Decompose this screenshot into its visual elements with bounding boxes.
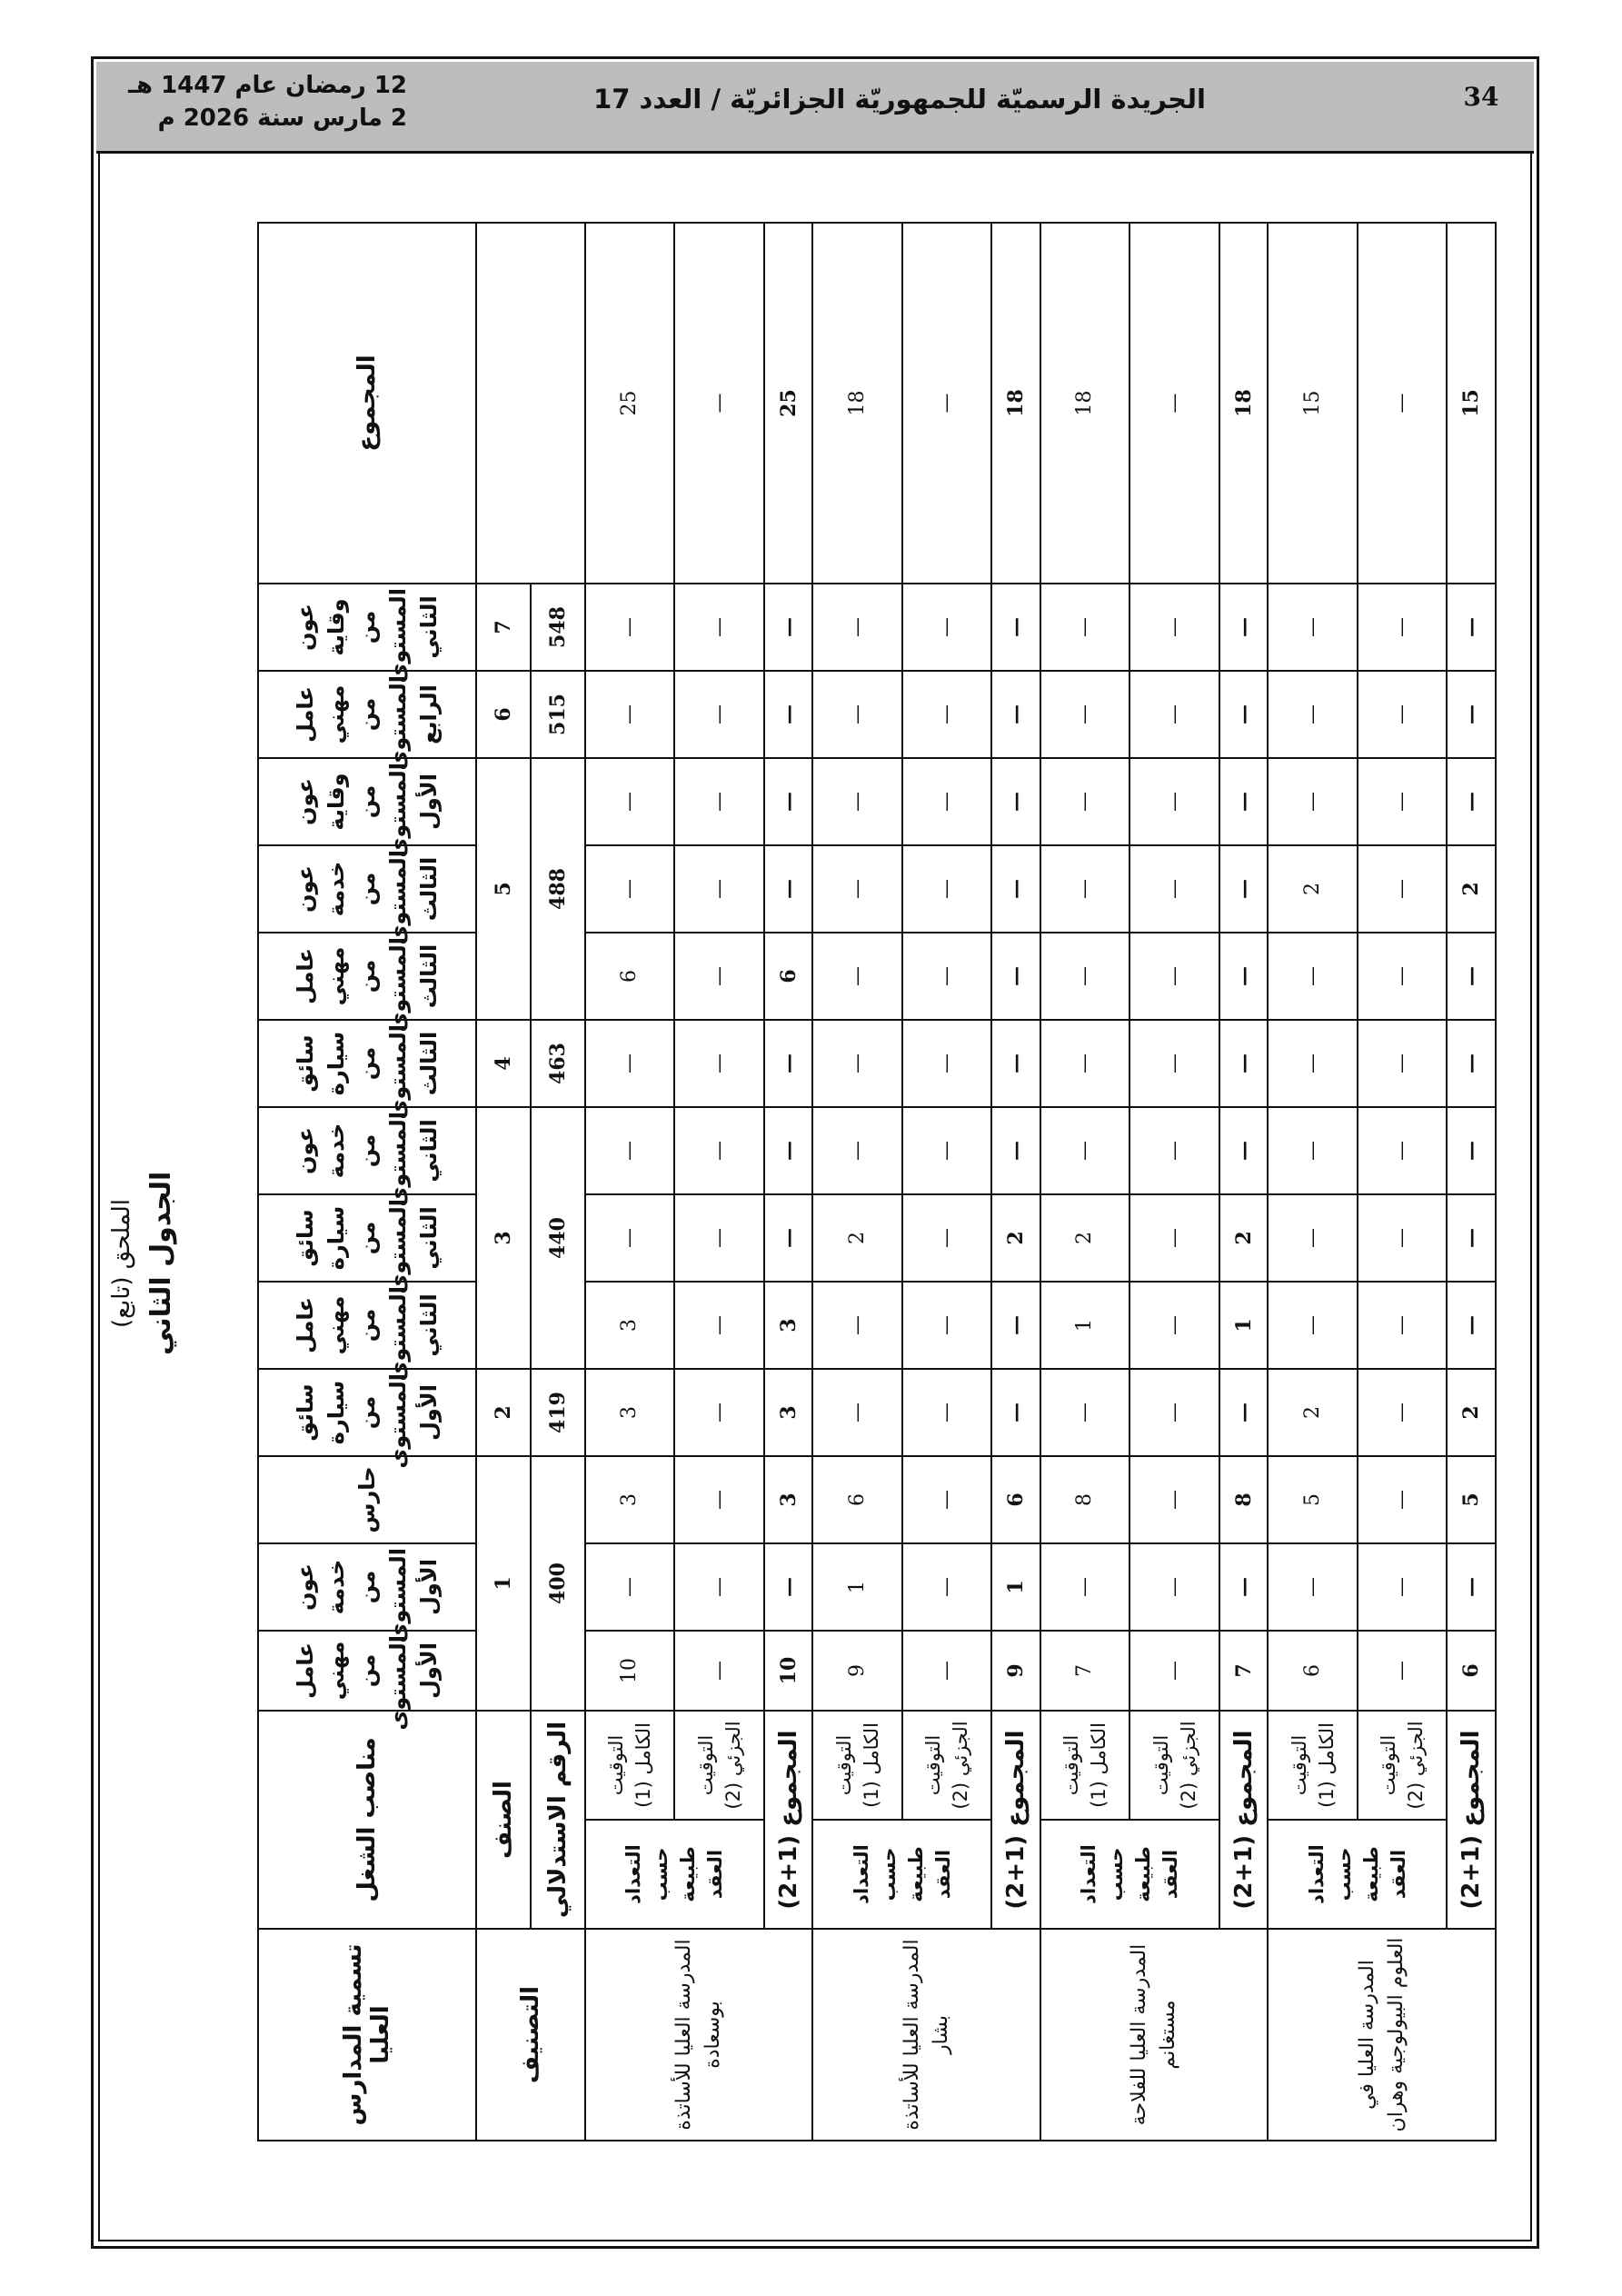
part-time-value: — bbox=[902, 1631, 991, 1711]
index-value: 419 bbox=[531, 1369, 585, 1456]
full-time-value: — bbox=[1040, 1107, 1129, 1194]
sum-value: — bbox=[1447, 933, 1496, 1020]
part-time-value: — bbox=[1129, 1107, 1219, 1194]
sum-value: — bbox=[991, 758, 1040, 845]
sum-value: — bbox=[764, 845, 813, 933]
staffing-table bbox=[257, 222, 1497, 2141]
part-time-value: — bbox=[1358, 1194, 1447, 1282]
sum-label: المجموع (1+2) bbox=[764, 1711, 813, 1929]
full-time-value: 3 bbox=[585, 1456, 674, 1543]
sum-value: — bbox=[1447, 1282, 1496, 1369]
sum-value: 3 bbox=[764, 1369, 813, 1456]
issue-date bbox=[116, 69, 407, 135]
school-name: المدرسة العليا في العلوم البيولوجية وهران bbox=[1268, 1929, 1496, 2141]
sum-value: 6 bbox=[991, 1456, 1040, 1543]
part-time-value: — bbox=[902, 845, 991, 933]
part-time-value: — bbox=[674, 933, 763, 1020]
sum-value: — bbox=[1219, 584, 1269, 671]
sum-total: 18 bbox=[991, 223, 1040, 584]
full-time-value: — bbox=[812, 1107, 901, 1194]
part-time-total: — bbox=[674, 223, 763, 584]
part-time-value: — bbox=[1358, 671, 1447, 758]
part-time-total: — bbox=[902, 223, 991, 584]
part-time-value: — bbox=[1358, 933, 1447, 1020]
sum-value: — bbox=[991, 1020, 1040, 1107]
sum-value: 2 bbox=[1447, 845, 1496, 933]
full-time-value: 6 bbox=[1268, 1631, 1357, 1711]
part-time-value: — bbox=[1129, 1543, 1219, 1631]
full-time-value: 6 bbox=[585, 933, 674, 1020]
full-time-value: — bbox=[1040, 584, 1129, 671]
sum-value: — bbox=[1219, 1020, 1269, 1107]
full-time-value: 6 bbox=[812, 1456, 901, 1543]
sum-value: — bbox=[1447, 584, 1496, 671]
jobs-header: مناصب الشغل bbox=[258, 1711, 476, 1929]
sum-value: — bbox=[991, 1282, 1040, 1369]
category-header: الصنف bbox=[476, 1711, 531, 1929]
part-time-total: — bbox=[1129, 223, 1219, 584]
sum-total: 18 bbox=[1219, 223, 1269, 584]
headcount-label: التعداد حسب طبيعة العقد bbox=[812, 1820, 991, 1929]
full-time-total: 15 bbox=[1268, 223, 1357, 584]
school-name: المدرسة العليا للفلاحة مستغانم bbox=[1040, 1929, 1268, 2141]
part-time-value: — bbox=[1129, 1369, 1219, 1456]
date-gregorian: 2 مارس سنة 2026 م bbox=[157, 105, 407, 132]
sum-value: — bbox=[1219, 758, 1269, 845]
part-time-value: — bbox=[1358, 1020, 1447, 1107]
full-time-total: 18 bbox=[1040, 223, 1129, 584]
part-time-value: — bbox=[674, 1456, 763, 1543]
annex-subtitle: الجدول الثاني bbox=[145, 1171, 177, 1356]
sum-value: — bbox=[991, 671, 1040, 758]
sum-value: 2 bbox=[991, 1194, 1040, 1282]
part-time-value: — bbox=[902, 1456, 991, 1543]
part-time-value: — bbox=[902, 584, 991, 671]
index-value: 440 bbox=[531, 1107, 585, 1369]
job-title: عون وقاية من المستوى الأول bbox=[258, 758, 476, 845]
job-title: عون خدمة من المستوى الثالث bbox=[258, 845, 476, 933]
category-value: 3 bbox=[476, 1107, 531, 1369]
sum-value: — bbox=[991, 1107, 1040, 1194]
category-value: 6 bbox=[476, 671, 531, 758]
index-value: 548 bbox=[531, 584, 585, 671]
headcount-label: التعداد حسب طبيعة العقد bbox=[1040, 1820, 1219, 1929]
job-title: عون خدمة من المستوى الثاني bbox=[258, 1107, 476, 1194]
category-value: 2 bbox=[476, 1369, 531, 1456]
part-time-total: — bbox=[1358, 223, 1447, 584]
part-time-value: — bbox=[902, 1020, 991, 1107]
annex-title: الملحق (تابع) bbox=[108, 1198, 135, 1329]
index-value: 400 bbox=[531, 1456, 585, 1711]
sum-value: 10 bbox=[764, 1631, 813, 1711]
school-name: المدرسة العليا للأساتذة بوسعادة bbox=[585, 1929, 812, 2141]
part-time-value: — bbox=[902, 1107, 991, 1194]
part-time-value: — bbox=[902, 1194, 991, 1282]
sum-total: 25 bbox=[764, 223, 813, 584]
part-time-value: — bbox=[902, 1282, 991, 1369]
part-time-value: — bbox=[1129, 1194, 1219, 1282]
sum-value: — bbox=[1219, 1369, 1269, 1456]
sum-value: — bbox=[764, 671, 813, 758]
sum-value: — bbox=[991, 584, 1040, 671]
part-time-value: — bbox=[902, 1369, 991, 1456]
part-time-value: — bbox=[902, 671, 991, 758]
sum-value: — bbox=[764, 1107, 813, 1194]
full-time-label: التوقيت الكامل (1) bbox=[585, 1711, 674, 1820]
full-time-label: التوقيت الكامل (1) bbox=[1040, 1711, 1129, 1820]
job-title: سائق سيارة من المستوى الأول bbox=[258, 1369, 476, 1456]
sum-value: — bbox=[1219, 671, 1269, 758]
full-time-value: — bbox=[1040, 1543, 1129, 1631]
part-time-value: — bbox=[674, 1282, 763, 1369]
part-time-value: — bbox=[674, 584, 763, 671]
sum-value: 1 bbox=[1219, 1282, 1269, 1369]
full-time-value: — bbox=[812, 671, 901, 758]
full-time-value: — bbox=[585, 584, 674, 671]
part-time-label: التوقيت الجزئي (2) bbox=[674, 1711, 763, 1820]
part-time-value: — bbox=[1129, 1456, 1219, 1543]
full-time-value: — bbox=[812, 1020, 901, 1107]
headcount-label: التعداد حسب طبيعة العقد bbox=[1268, 1820, 1447, 1929]
sum-value: — bbox=[1447, 758, 1496, 845]
full-time-value: — bbox=[1268, 1543, 1357, 1631]
full-time-value: — bbox=[1268, 1194, 1357, 1282]
full-time-value: 10 bbox=[585, 1631, 674, 1711]
full-time-value: — bbox=[1040, 845, 1129, 933]
full-time-value: — bbox=[812, 758, 901, 845]
sum-value: 2 bbox=[1219, 1194, 1269, 1282]
full-time-value: — bbox=[1040, 758, 1129, 845]
part-time-value: — bbox=[1358, 1282, 1447, 1369]
part-time-value: — bbox=[674, 758, 763, 845]
part-time-value: — bbox=[1358, 1107, 1447, 1194]
full-time-value: — bbox=[1268, 671, 1357, 758]
full-time-value: — bbox=[812, 1282, 901, 1369]
full-time-value: — bbox=[585, 845, 674, 933]
sum-value: 1 bbox=[991, 1543, 1040, 1631]
part-time-value: — bbox=[1358, 1369, 1447, 1456]
sum-value: 2 bbox=[1447, 1369, 1496, 1456]
part-time-value: — bbox=[1358, 584, 1447, 671]
sum-label: المجموع (1+2) bbox=[991, 1711, 1040, 1929]
part-time-value: — bbox=[1129, 1282, 1219, 1369]
full-time-value: — bbox=[585, 671, 674, 758]
full-time-value: 5 bbox=[1268, 1456, 1357, 1543]
index-value: 463 bbox=[531, 1020, 585, 1107]
part-time-value: — bbox=[674, 845, 763, 933]
part-time-value: — bbox=[1129, 933, 1219, 1020]
job-title: عامل مهني من المستوى الرابع bbox=[258, 671, 476, 758]
part-time-value: — bbox=[1358, 845, 1447, 933]
full-time-value: 7 bbox=[1040, 1631, 1129, 1711]
full-time-value: 2 bbox=[1040, 1194, 1129, 1282]
full-time-value: — bbox=[812, 845, 901, 933]
part-time-value: — bbox=[1129, 584, 1219, 671]
full-time-value: — bbox=[812, 584, 901, 671]
full-time-value: — bbox=[585, 1543, 674, 1631]
full-time-label: التوقيت الكامل (1) bbox=[1268, 1711, 1357, 1820]
part-time-value: — bbox=[902, 758, 991, 845]
sum-value: 3 bbox=[764, 1456, 813, 1543]
full-time-value: — bbox=[585, 1194, 674, 1282]
job-title: عامل مهني من المستوى الأول bbox=[258, 1631, 476, 1711]
sum-value: — bbox=[764, 584, 813, 671]
index-header: الرقم الاستدلالي bbox=[531, 1711, 585, 1929]
sum-value: 9 bbox=[991, 1631, 1040, 1711]
part-time-value: — bbox=[902, 1543, 991, 1631]
part-time-value: — bbox=[674, 1369, 763, 1456]
sum-value: 8 bbox=[1219, 1456, 1269, 1543]
sum-value: 6 bbox=[1447, 1631, 1496, 1711]
part-time-value: — bbox=[674, 1107, 763, 1194]
classification-header: التصنيف bbox=[476, 1929, 585, 2141]
full-time-value: — bbox=[1268, 1107, 1357, 1194]
sum-value: 3 bbox=[764, 1282, 813, 1369]
job-title: سائق سيارة من المستوى الثالث bbox=[258, 1020, 476, 1107]
part-time-value: — bbox=[1358, 1456, 1447, 1543]
category-value: 7 bbox=[476, 584, 531, 671]
full-time-value: — bbox=[585, 1107, 674, 1194]
full-time-value: — bbox=[585, 1020, 674, 1107]
full-time-value: 3 bbox=[585, 1369, 674, 1456]
part-time-value: — bbox=[1129, 1631, 1219, 1711]
page-number: 34 bbox=[1463, 82, 1499, 112]
sum-value: 6 bbox=[764, 933, 813, 1020]
total-row-header: المجموع bbox=[258, 223, 476, 584]
full-time-value: — bbox=[1268, 933, 1357, 1020]
sum-value: — bbox=[991, 1369, 1040, 1456]
staffing-table-wrapper bbox=[257, 224, 1497, 2141]
full-time-value: 2 bbox=[812, 1194, 901, 1282]
part-time-value: — bbox=[1129, 845, 1219, 933]
part-time-value: — bbox=[1358, 1543, 1447, 1631]
full-time-value: 2 bbox=[1268, 845, 1357, 933]
category-value: 4 bbox=[476, 1020, 531, 1107]
full-time-value: 2 bbox=[1268, 1369, 1357, 1456]
full-time-value: 8 bbox=[1040, 1456, 1129, 1543]
full-time-total: 18 bbox=[812, 223, 901, 584]
sum-value: — bbox=[1447, 1020, 1496, 1107]
part-time-value: — bbox=[674, 1631, 763, 1711]
full-time-value: 1 bbox=[1040, 1282, 1129, 1369]
sum-value: 7 bbox=[1219, 1631, 1269, 1711]
sum-value: — bbox=[764, 1020, 813, 1107]
part-time-value: — bbox=[902, 933, 991, 1020]
category-value: 5 bbox=[476, 758, 531, 1020]
sum-value: 5 bbox=[1447, 1456, 1496, 1543]
index-value: 515 bbox=[531, 671, 585, 758]
date-hijri: 12 رمضان عام 1447 هـ bbox=[128, 72, 407, 99]
sum-value: — bbox=[764, 1543, 813, 1631]
sum-value: — bbox=[1447, 1543, 1496, 1631]
job-title: سائق سيارة من المستوى الثاني bbox=[258, 1194, 476, 1282]
full-time-label: التوقيت الكامل (1) bbox=[812, 1711, 901, 1820]
full-time-value: — bbox=[812, 933, 901, 1020]
part-time-label: التوقيت الجزئي (2) bbox=[902, 1711, 991, 1820]
school-name: المدرسة العليا للأساتذة بشار bbox=[812, 1929, 1040, 2141]
sum-value: — bbox=[1447, 1107, 1496, 1194]
full-time-value: — bbox=[1040, 1369, 1129, 1456]
part-time-value: — bbox=[674, 671, 763, 758]
full-time-total: 25 bbox=[585, 223, 674, 584]
part-time-label: التوقيت الجزئي (2) bbox=[1129, 1711, 1219, 1820]
job-title: عامل مهني من المستوى الثاني bbox=[258, 1282, 476, 1369]
full-time-value: — bbox=[1040, 933, 1129, 1020]
job-title: حارس bbox=[258, 1456, 476, 1543]
sum-label: المجموع (1+2) bbox=[1219, 1711, 1269, 1929]
full-time-value: 1 bbox=[812, 1543, 901, 1631]
full-time-value: — bbox=[1268, 1282, 1357, 1369]
part-time-label: التوقيت الجزئي (2) bbox=[1358, 1711, 1447, 1820]
part-time-value: — bbox=[1129, 758, 1219, 845]
sum-total: 15 bbox=[1447, 223, 1496, 584]
sum-value: — bbox=[1447, 1194, 1496, 1282]
index-value: 488 bbox=[531, 758, 585, 1020]
part-time-value: — bbox=[674, 1194, 763, 1282]
full-time-value: — bbox=[1268, 1020, 1357, 1107]
gazette-title: الجريدة الرسميّة للجمهوريّة الجزائريّة / العدد 17 bbox=[593, 84, 1206, 115]
job-title: عامل مهني من المستوى الثالث bbox=[258, 933, 476, 1020]
full-time-value: — bbox=[1040, 671, 1129, 758]
full-time-value: — bbox=[585, 758, 674, 845]
part-time-value: — bbox=[1129, 671, 1219, 758]
category-value: 1 bbox=[476, 1456, 531, 1711]
sum-value: — bbox=[1219, 845, 1269, 933]
full-time-value: — bbox=[812, 1369, 901, 1456]
full-time-value: 9 bbox=[812, 1631, 901, 1711]
sum-value: — bbox=[1447, 671, 1496, 758]
schools-header: تسمية المدارس العليا bbox=[258, 1929, 476, 2141]
part-time-value: — bbox=[1358, 1631, 1447, 1711]
total-blank bbox=[476, 223, 585, 584]
part-time-value: — bbox=[1358, 758, 1447, 845]
job-title: عون خدمة من المستوى الأول bbox=[258, 1543, 476, 1631]
sum-value: — bbox=[991, 933, 1040, 1020]
part-time-value: — bbox=[1129, 1020, 1219, 1107]
full-time-value: — bbox=[1268, 758, 1357, 845]
sum-value: — bbox=[991, 845, 1040, 933]
sum-value: — bbox=[1219, 933, 1269, 1020]
sum-value: — bbox=[764, 1194, 813, 1282]
full-time-value: 3 bbox=[585, 1282, 674, 1369]
sum-label: المجموع (1+2) bbox=[1447, 1711, 1496, 1929]
full-time-value: — bbox=[1040, 1020, 1129, 1107]
sum-value: — bbox=[1219, 1107, 1269, 1194]
full-time-value: — bbox=[1268, 584, 1357, 671]
headcount-label: التعداد حسب طبيعة العقد bbox=[585, 1820, 764, 1929]
annex-title-block bbox=[102, 1073, 265, 1454]
job-title: عون وقاية من المستوى الثاني bbox=[258, 584, 476, 671]
part-time-value: — bbox=[674, 1020, 763, 1107]
part-time-value: — bbox=[674, 1543, 763, 1631]
sum-value: — bbox=[1219, 1543, 1269, 1631]
sum-value: — bbox=[764, 758, 813, 845]
